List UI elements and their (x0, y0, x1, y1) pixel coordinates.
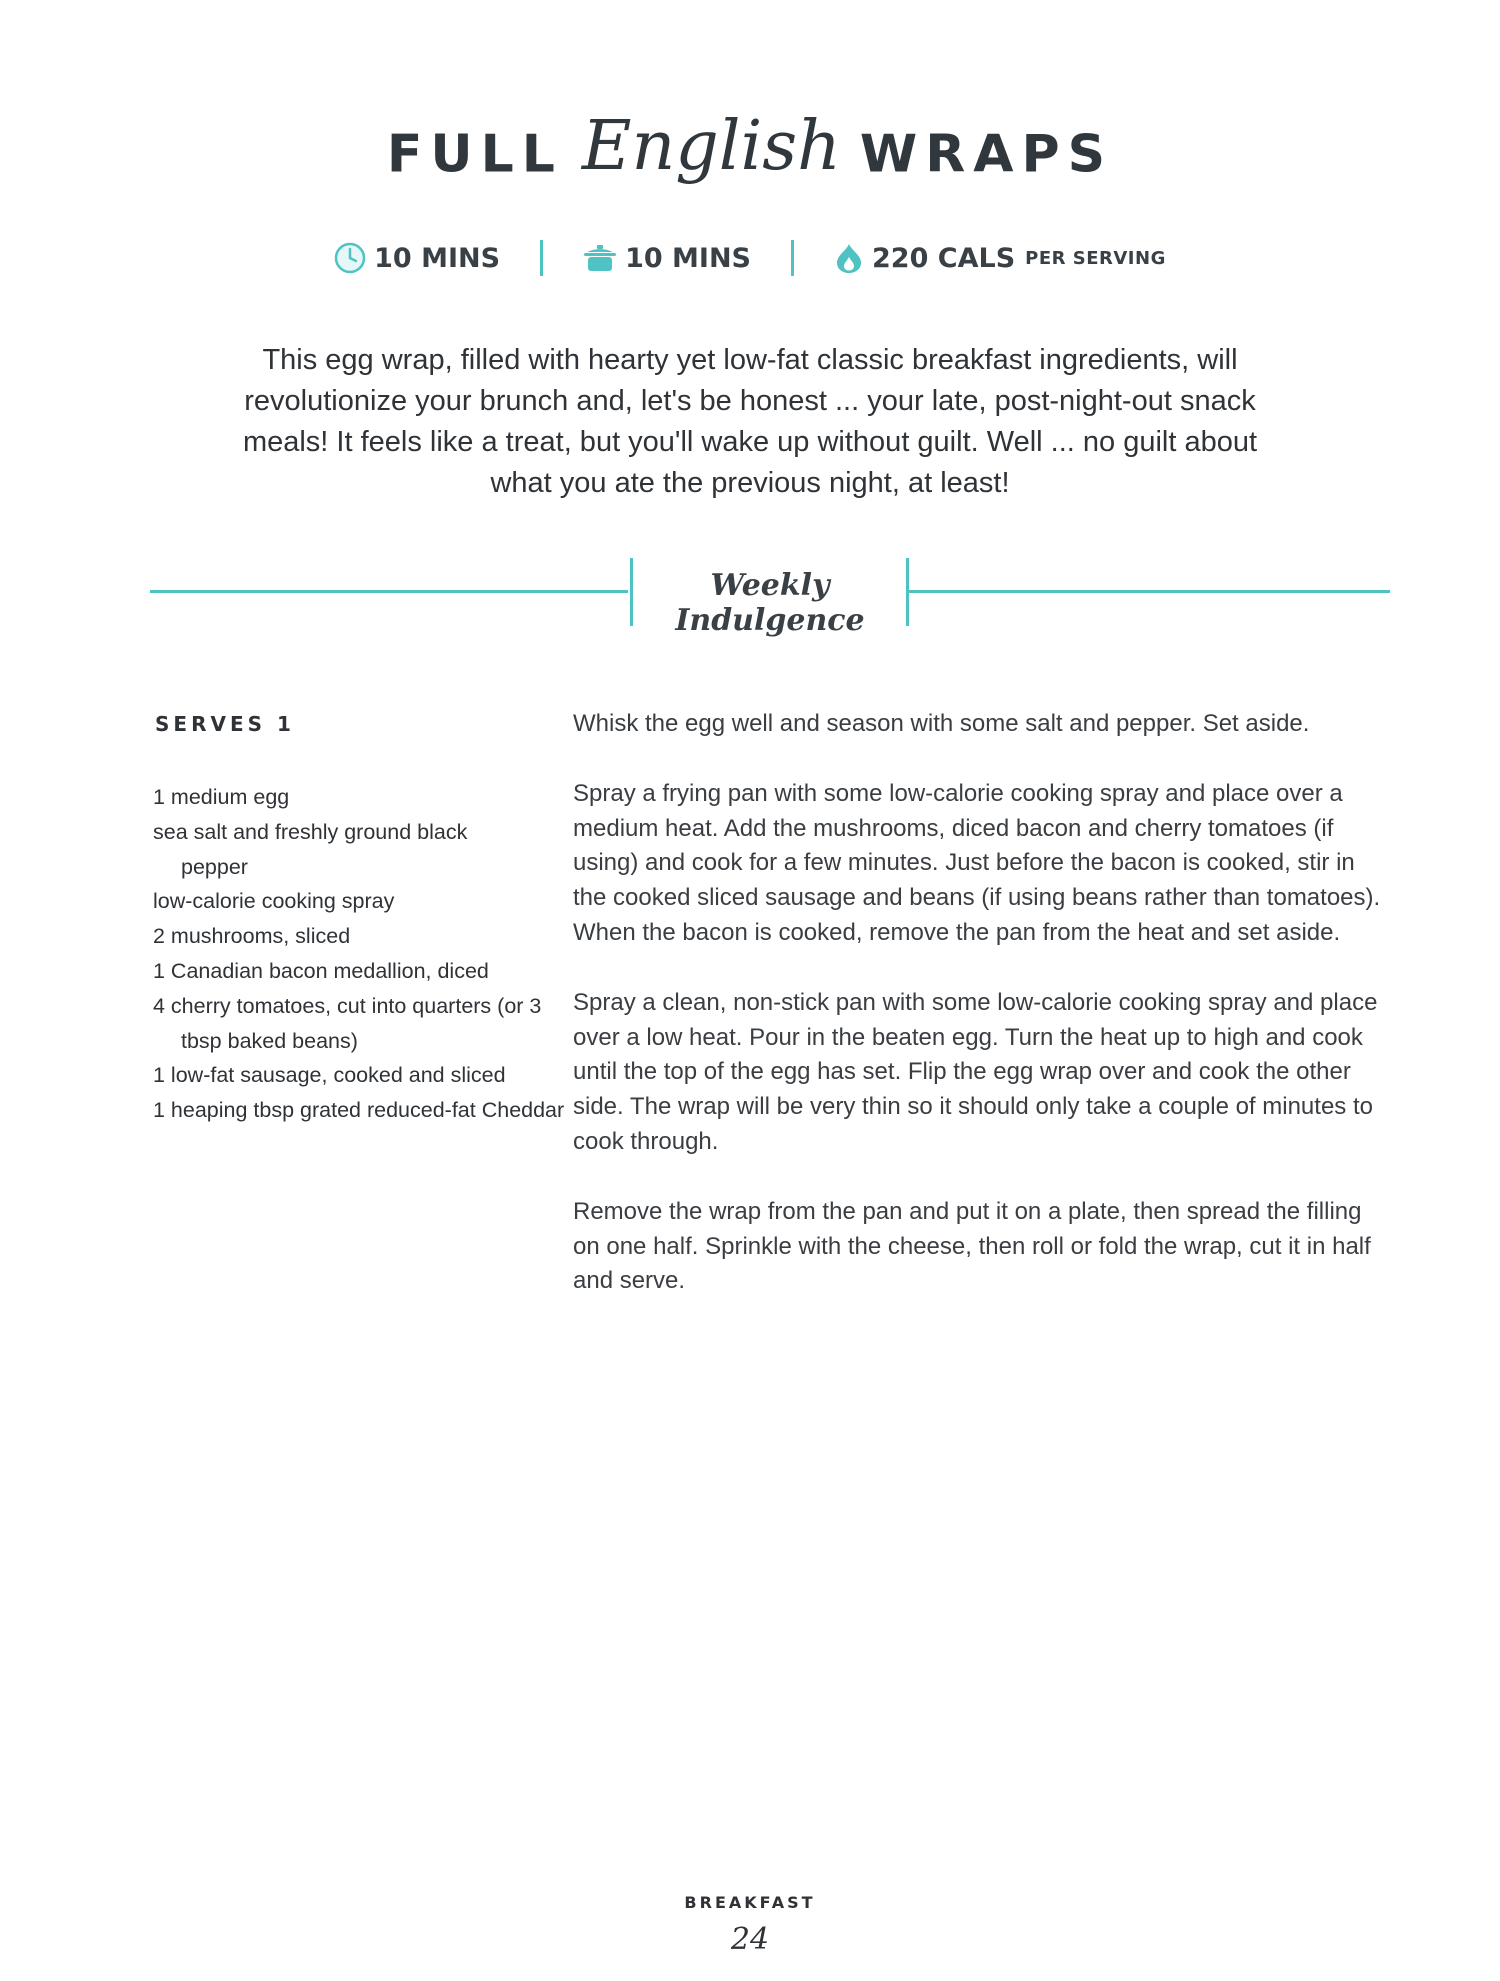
clock-icon (334, 242, 366, 274)
calories-value: 220 CALS (872, 242, 1016, 274)
recipe-intro: This egg wrap, filled with hearty yet low-fat classic breakfast ingredients, will revolutionize your brunch and, let's be honest ... your late, post-night-out snack meals! It feels like a treat, but you'll wake up without guilt. Well ... no guilt about what you ate the previous night, at least! (242, 344, 1258, 499)
recipe-title (0, 107, 1500, 194)
method-steps (573, 707, 1393, 1334)
stats-separator (540, 240, 543, 276)
title-part-2: WRAPS (859, 124, 1114, 185)
prep-time-value: 10 MINS (374, 242, 501, 274)
divider-bar-left (630, 558, 633, 626)
cook-time-value: 10 MINS (625, 242, 752, 274)
method-step: Remove the wrap from the pan and put it on a plate, then spread the filling on one half. Sprinkle with the cheese, then roll or fold the wrap, cut it in half and serve. (573, 1197, 1371, 1295)
ingredient-item: 1 heaping tbsp grated reduced-fat Cheddar (153, 1098, 565, 1123)
flame-icon (834, 242, 864, 274)
calories (834, 242, 1166, 274)
method-step: Spray a clean, non-stick pan with some low-calorie cooking spray and place over a low heat. Pour in the beaten egg. Turn the heat up to high and cook until the top of the egg has set. Flip the egg wrap over and cook the other side. The wrap will be very thin so it should only take a couple of minutes to cook through. (573, 988, 1378, 1155)
method-step: Spray a frying pan with some low-calorie cooking spray and place over a medium heat. Add the mushrooms, diced bacon and cherry tomatoes (if using) and cook for a few minutes. Just before the bacon is cooked, stir in the cooked sliced sausage and beans (if using beans rather than tomatoes). When the bacon is cooked, remove the pan from the heat and set aside. (573, 779, 1381, 946)
ingredient-item: 1 Canadian bacon medallion, diced (153, 958, 489, 983)
recipe-stats (0, 240, 1500, 276)
ingredient-item: 1 low-fat sausage, cooked and sliced (153, 1063, 506, 1088)
section-divider (150, 550, 1390, 638)
divider-line-right (908, 590, 1390, 593)
ingredient-item: 1 medium egg (153, 785, 290, 809)
ingredient-item: 2 mushrooms, sliced (153, 924, 351, 949)
prep-time (334, 242, 500, 274)
pot-icon (583, 242, 617, 274)
calories-suffix: PER SERVING (1025, 247, 1166, 269)
title-script-word: English (581, 107, 841, 186)
ingredient-item: low-calorie cooking spray (153, 889, 395, 914)
divider-line-left (150, 590, 628, 593)
page-number: 24 (730, 1922, 770, 1957)
title-part-1: FULL (386, 124, 563, 185)
cook-time (583, 242, 751, 274)
divider-label: Weekly Indulgence (675, 568, 865, 638)
stats-separator (791, 240, 794, 276)
method-step: Whisk the egg well and season with some salt and pepper. Set aside. (573, 710, 1310, 737)
ingredient-item: sea salt and freshly ground black pepper (153, 819, 468, 879)
ingredient-list (153, 780, 565, 1128)
ingredient-item: 4 cherry tomatoes, cut into quarters (or 3 tbsp baked beans) (153, 993, 542, 1053)
footer-section-label: BREAKFAST (684, 1893, 816, 1912)
serves-heading: SERVES 1 (155, 712, 295, 736)
